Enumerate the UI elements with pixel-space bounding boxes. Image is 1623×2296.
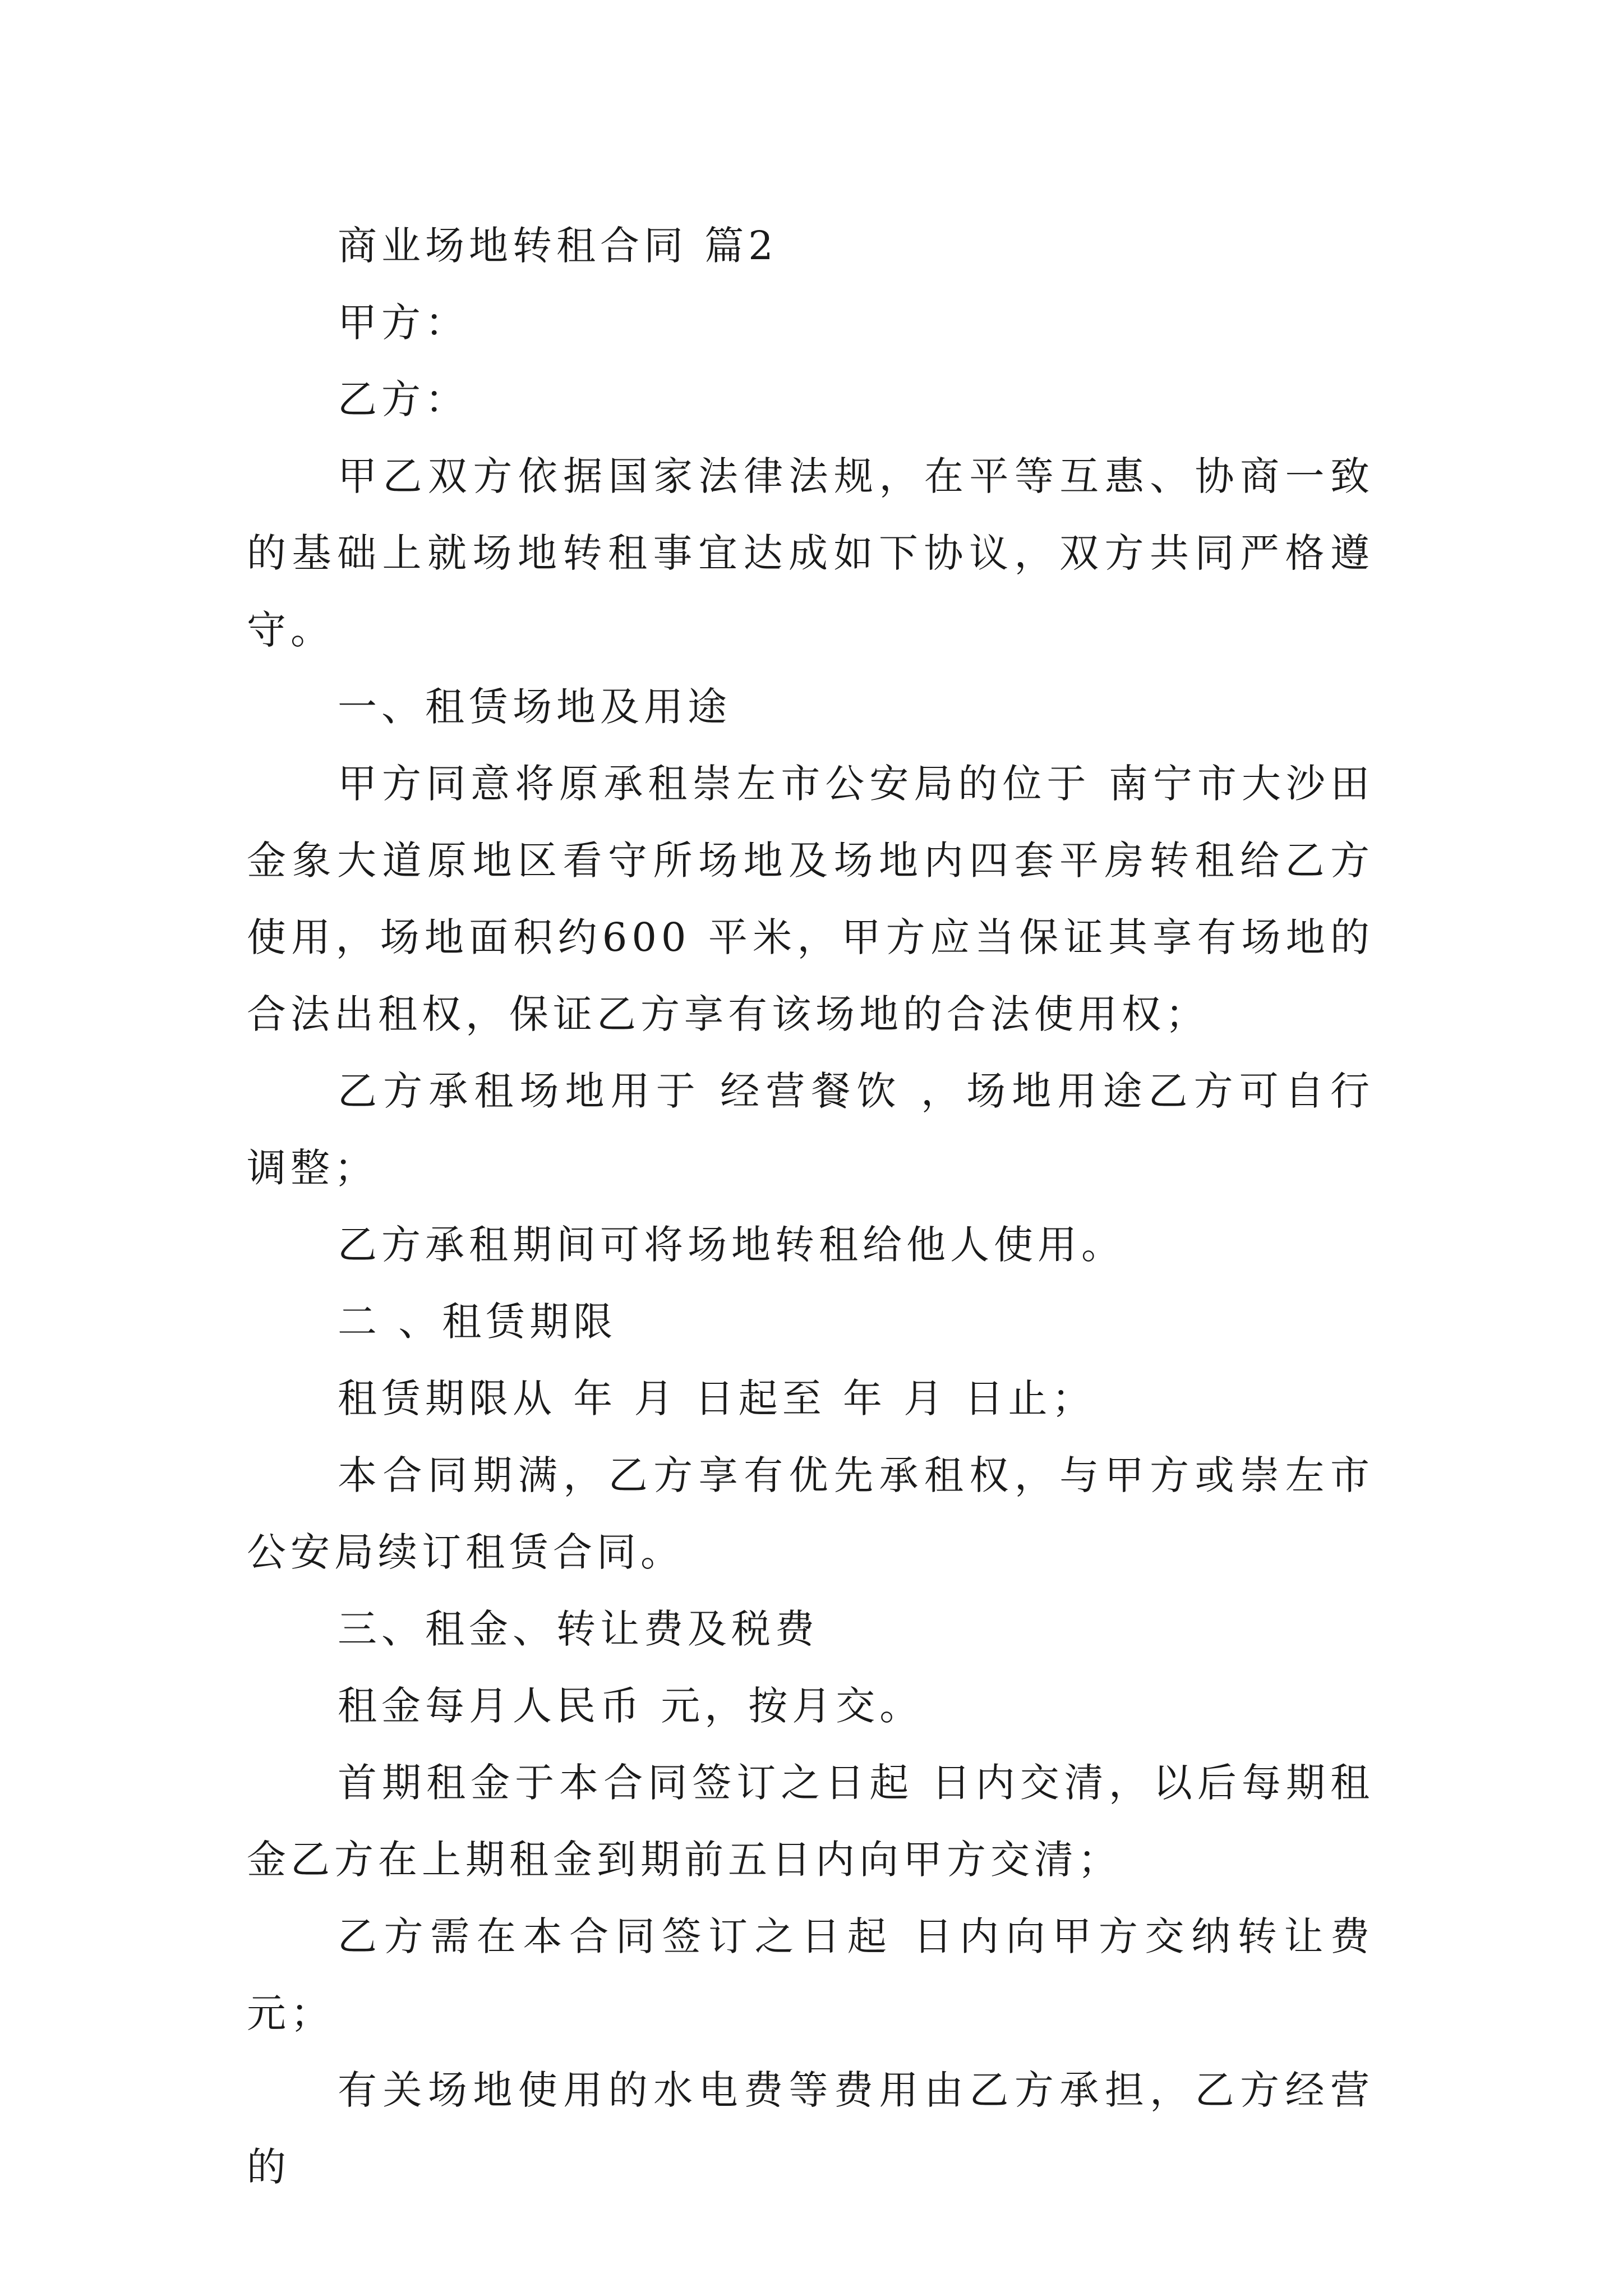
section-1-paragraph-2: 乙方承租场地用于 经营餐饮 ，场地用途乙方可自行调整； — [247, 1068, 1374, 1191]
section-3-paragraph-2: 首期租金于本合同签订之日起 日内交清，以后每期租金乙方在上期租金到期前五日内向甲方交清； — [247, 1760, 1374, 1883]
preamble-paragraph: 甲乙双方依据国家法律法规，在平等互惠、协商一致的基础上就场地转租事宜达成如下协议，双方共同严格遵守。 — [247, 453, 1374, 653]
document-title: 商业场地转租合同 篇2 — [338, 223, 778, 269]
section-1-paragraph-1: 甲方同意将原承租崇左市公安局的位于 南宁市大沙田金象大道原地区看守所场地及场地内四套平房转租给乙方使用，场地面积约600 平米，甲方应当保证其享有场地的合法出租权，保证乙方享有该场地的合法使用权； — [247, 761, 1374, 1037]
party-b-line: 乙方： — [338, 376, 469, 422]
section-2-paragraph-2: 本合同期满，乙方享有优先承租权，与甲方或崇左市公安局续订租赁合同。 — [247, 1452, 1374, 1575]
section-2-heading: 二 、租赁期限 — [338, 1299, 617, 1345]
section-3-paragraph-3: 乙方需在本合同签订之日起 日内向甲方交纳转让费 元； — [247, 1913, 1391, 2036]
document-body — [247, 208, 1391, 2206]
section-3-paragraph-4: 有关场地使用的水电费等费用由乙方承担，乙方经营的 — [247, 2067, 1374, 2190]
party-a-line: 甲方： — [338, 300, 469, 346]
section-3-heading: 三、租金、转让费及税费 — [338, 1606, 819, 1652]
section-1-heading: 一、租赁场地及用途 — [338, 684, 731, 730]
section-2-paragraph-1: 租赁期限从 年 月 日起至 年 月 日止； — [338, 1375, 1096, 1421]
section-3-paragraph-1: 租金每月人民币 元，按月交。 — [338, 1683, 924, 1729]
section-1-paragraph-3: 乙方承租期间可将场地转租给他人使用。 — [338, 1222, 1125, 1268]
